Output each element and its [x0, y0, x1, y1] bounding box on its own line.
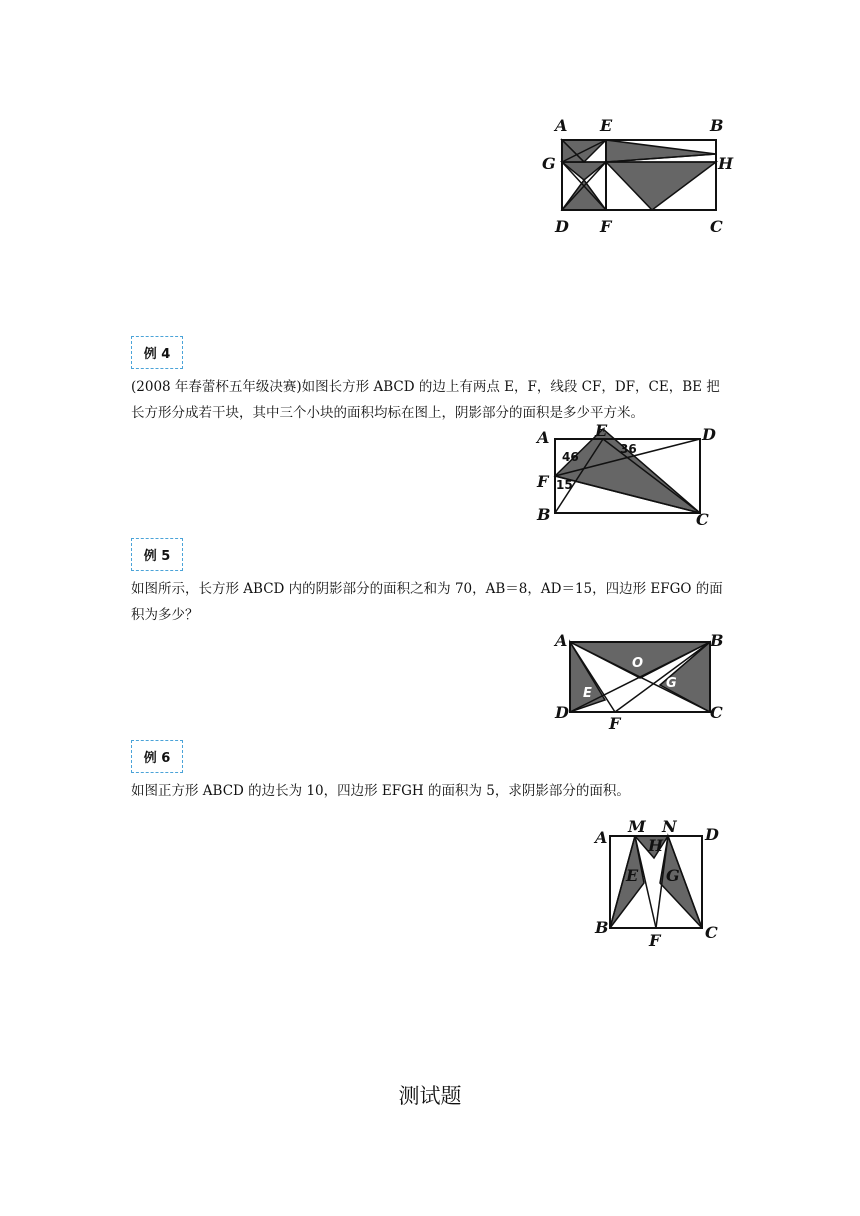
label-b: B [710, 631, 724, 650]
example-6-tag: 例 6 [131, 740, 183, 773]
example-4-text: (2008 年春蕾杯五年级决赛)如图长方形 ABCD 的边上有两点 E，F，线段 CF，DF，CE，BE 把长方形分成若干块，其中三个小块的面积均标在图上，阴影部分的面积是多少平方米。 [131, 379, 720, 421]
label-c: C [696, 510, 709, 529]
area-46: 46 [562, 450, 579, 464]
figure-example-5 [550, 630, 730, 733]
area-36: 36 [620, 442, 637, 456]
label-d: D [702, 425, 716, 444]
label-c: C [705, 923, 718, 942]
label-e: E [600, 116, 613, 135]
label-o: O [632, 656, 644, 671]
label-a: A [595, 828, 608, 847]
area-15: 15 [556, 478, 573, 492]
label-c: C [710, 703, 723, 722]
label-g: G [666, 866, 680, 885]
section-title: 测试题 [398, 1084, 462, 1108]
shaded-triangle [606, 162, 716, 210]
label-a: A [555, 631, 568, 650]
label-f: F [649, 931, 661, 950]
label-g: G [666, 676, 677, 691]
label-e: E [626, 866, 639, 885]
shaded-triangle [562, 180, 606, 210]
label-c: C [710, 217, 723, 236]
label-m: M [628, 817, 646, 836]
label-n: N [662, 817, 677, 836]
label-f: F [537, 472, 549, 491]
label-d: D [555, 703, 569, 722]
label-f: F [609, 714, 621, 733]
figure-example-6 [592, 818, 722, 948]
example-5-tag: 例 5 [131, 538, 183, 571]
label-a: A [537, 428, 550, 447]
label-a: A [555, 116, 568, 135]
label-h: H [648, 836, 664, 855]
label-b: B [595, 918, 609, 937]
label-f: F [600, 217, 612, 236]
example-6-text: 如图正方形 ABCD 的边长为 10，四边形 EFGH 的面积为 5，求阴影部分的面积。 [131, 783, 630, 799]
figure-rectangle-abcd-1 [540, 112, 740, 242]
label-e: E [595, 421, 608, 440]
label-b: B [710, 116, 724, 135]
label-h: H [718, 154, 734, 173]
label-d: D [705, 825, 719, 844]
shaded-triangle [562, 162, 606, 180]
figure-example-4 [535, 421, 735, 533]
label-e: E [583, 686, 592, 701]
example-5-text: 如图所示，长方形 ABCD 内的阴影部分的面积之和为 70，AB＝8，AD＝15，四边形 EFGO 的面积为多少？ [131, 581, 723, 623]
example-4-tag: 例 4 [131, 336, 183, 369]
label-d: D [555, 217, 569, 236]
label-b: B [537, 505, 551, 524]
label-g: G [542, 154, 556, 173]
